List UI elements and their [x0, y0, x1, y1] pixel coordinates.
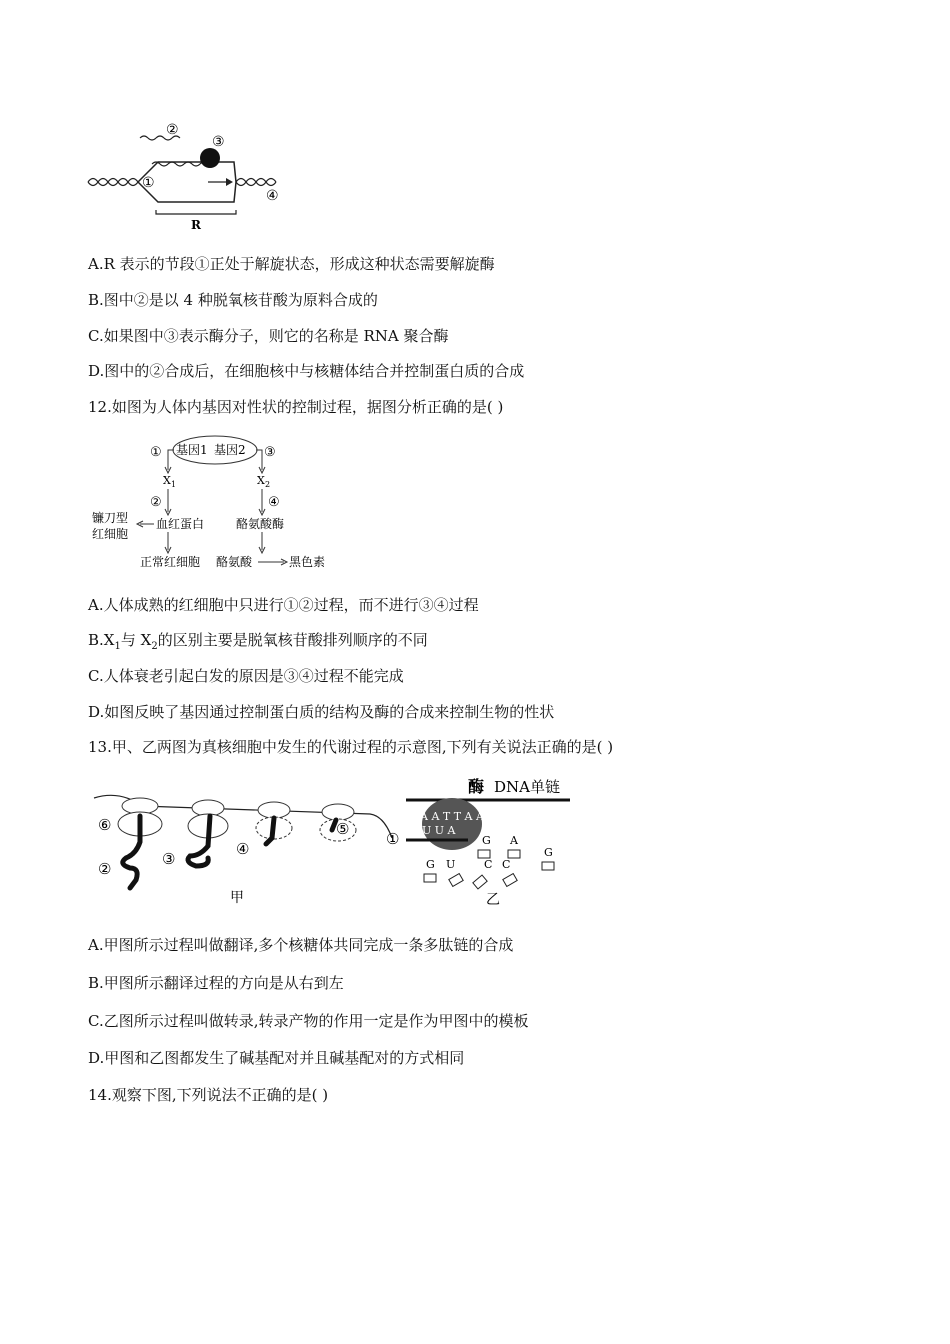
q12-option-b: [88, 630, 428, 657]
enzyme-dot: [200, 148, 220, 168]
rna-bases: U U A: [422, 824, 456, 837]
g2: G: [426, 858, 435, 871]
c4: ④: [236, 840, 250, 858]
label-1: ①: [142, 175, 155, 191]
q12-option-b-pre: B.X: [88, 631, 115, 649]
tyrosine: 酪氨酸: [216, 555, 253, 569]
label-4: ④: [266, 188, 279, 204]
g3: G: [544, 846, 553, 859]
q13-option-b: B.甲图所示翻译过程的方向是从右到左: [88, 974, 344, 992]
enzyme: 酶: [468, 777, 485, 796]
x2: X: [257, 474, 265, 487]
q12-option-b-post: 的区别主要是脱氧核苷酸排列顺序的不同: [157, 631, 428, 649]
q13-translation-transcription-figure: [90, 772, 580, 912]
q11-option-a: A.R 表示的节段①正处于解旋状态，形成这种状态需要解旋酶: [88, 255, 495, 273]
tyrosinase: 酪氨酸酶: [236, 517, 285, 531]
gene-2: 基因2: [214, 443, 246, 457]
jia: 甲: [230, 890, 244, 906]
q13-option-c: C.乙图所示过程叫做转录,转录产物的作用一定是作为甲图中的模板: [88, 1012, 529, 1030]
q12-option-b-sub2: 2: [151, 641, 158, 652]
label-R: R: [191, 218, 201, 232]
q12-option-b-mid: 与 X: [120, 631, 152, 649]
c-2: C: [502, 858, 511, 871]
sickle-cell-1: 镰刀型: [92, 511, 129, 525]
circ-2: ②: [150, 495, 162, 510]
c-1: C: [484, 858, 493, 871]
normal-rbc: 正常红细胞: [140, 555, 201, 569]
q12-option-b-sub1: 1: [114, 641, 121, 652]
q12-stem: 12.如图为人体内基因对性状的控制过程，据图分析正确的是( ): [88, 398, 504, 416]
label-2: ②: [166, 122, 179, 138]
c5: ⑤: [336, 820, 350, 838]
gene-1: 基因1: [176, 443, 208, 457]
x2-sub: 2: [265, 480, 271, 489]
g1: G: [482, 834, 491, 847]
x1: X: [163, 474, 171, 487]
q13-option-a: A.甲图所示过程叫做翻译,多个核糖体共同完成一条多肽链的合成: [88, 936, 514, 954]
hemoglobin: 血红蛋白: [156, 517, 205, 531]
c2: ②: [98, 860, 112, 878]
q11-option-d: D.图中的②合成后，在细胞核中与核糖体结合并控制蛋白质的合成: [88, 362, 525, 380]
q12-option-a: A.人体成熟的红细胞中只进行①②过程，而不进行③④过程: [88, 596, 479, 614]
c1: ①: [386, 830, 400, 848]
q12-option-c: C.人体衰老引起白发的原因是③④过程不能完成: [88, 667, 404, 685]
q13-stem: 13.甲、乙两图为真核细胞中发生的代谢过程的示意图,下列有关说法正确的是( ): [88, 738, 614, 756]
q11-option-c: C.如果图中③表示酶分子，则它的名称是 RNA 聚合酶: [88, 327, 449, 345]
sickle-cell-2: 红细胞: [92, 527, 129, 541]
circ-3: ③: [264, 445, 276, 460]
melanin: 黑色素: [289, 555, 326, 569]
q11-transcription-figure: [86, 118, 306, 236]
dna-strand: DNA单链: [494, 778, 560, 796]
q12-option-d: D.如图反映了基因通过控制蛋白质的结构及酶的合成来控制生物的性状: [88, 703, 555, 721]
label-3: ③: [212, 134, 225, 150]
c3: ③: [162, 850, 176, 868]
q13-option-d: D.甲图和乙图都发生了碱基配对并且碱基配对的方式相同: [88, 1049, 465, 1067]
a1: A: [510, 834, 518, 847]
circ-4: ④: [268, 495, 280, 510]
circ-1: ①: [150, 445, 162, 460]
template-bases: A A T T A A T A G: [420, 810, 519, 823]
q14-stem: 14.观察下图,下列说法不正确的是( ): [88, 1086, 329, 1104]
u1: U: [446, 858, 456, 871]
yi: 乙: [486, 892, 500, 908]
q11-option-b: B.图中②是以 4 种脱氧核苷酸为原料合成的: [88, 291, 378, 309]
x1-sub: 1: [171, 480, 177, 489]
c6: ⑥: [98, 816, 112, 834]
q12-gene-control-figure: [90, 434, 340, 574]
